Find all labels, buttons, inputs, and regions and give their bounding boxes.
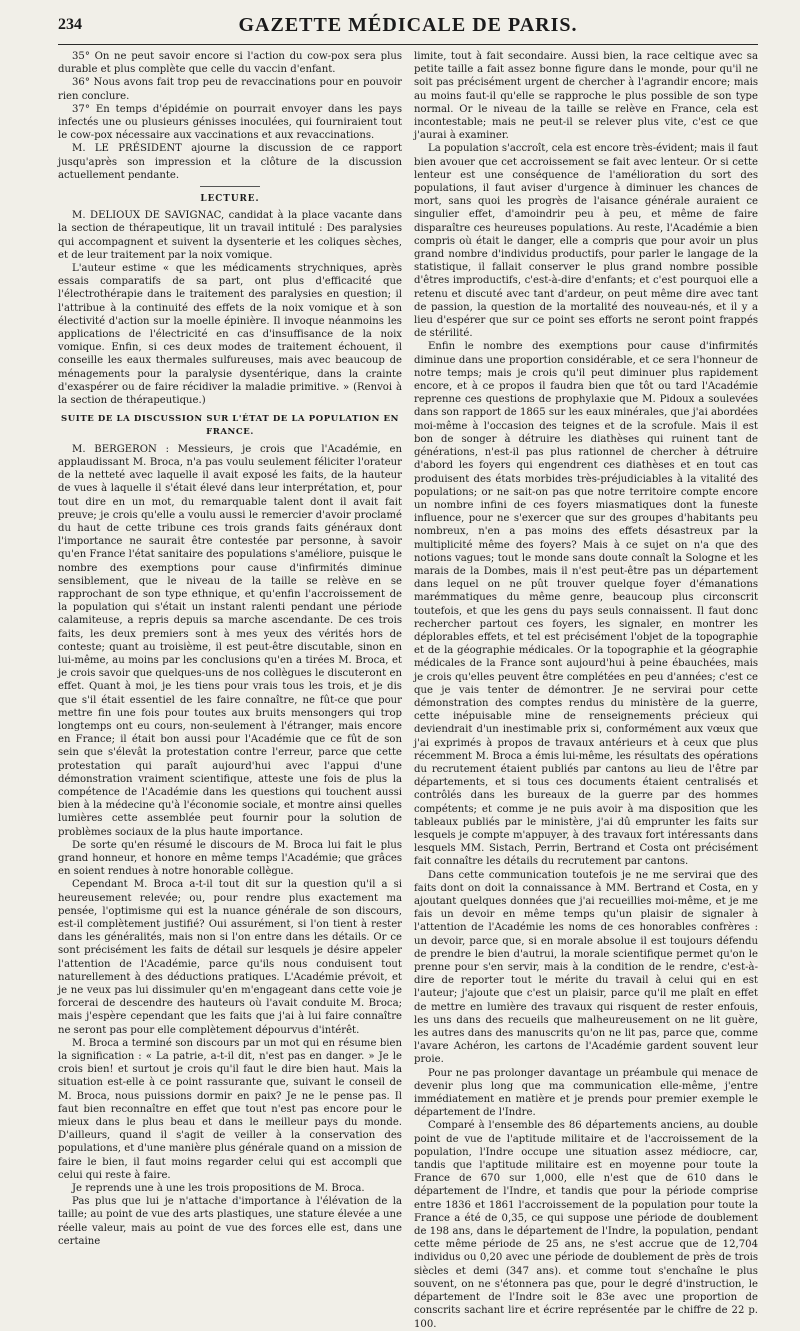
section-heading-discussion: SUITE DE LA DISCUSSION SUR L'ÉTAT DE LA POPULATION EN FRANCE. [61,414,399,438]
section-divider [200,186,260,187]
paragraph: Pour ne pas prolonger davantage un préambule qui menace de devenir plus long que ma communication elle-même, j'entre immédiatement en matière et je prends pour premier exemple le département de l'Indre. [414,1067,758,1119]
paragraph: 37° En temps d'épidémie on pourrait envoyer dans les pays infectés une ou plusieurs génisses inoculées, qui fourniraient tout le cow-pox nécessaire aux vaccinations et aux revaccinations. [58,103,402,142]
paragraph: M. LE PRÉSIDENT ajourne la discussion de ce rapport jusqu'après son impression et la clôture de la discussion actuellement pendante. [58,143,402,181]
paragraph: M. DELIOUX DE SAVIGNAC, candidat à la place vacante dans la section de thérapeutique, lit un travail intitulé : Des paralysies qui accompagnent et suivent la dysenterie et les coliques sèches, et de leur traitement par la noix vomique. [58,210,402,261]
paragraph: M. Broca a terminé son discours par un mot qui en résume bien la signification : « La patrie, a-t-il dit, n'est pas en danger. » Je le crois bien! et surtout je crois qu'il faut le dire bien haut. Mais la situation est-elle à ce point rassurante que, suivant le conseil de M. Broca, nous puissions dormir en paix? Je ne le pense pas. Il faut bien reconnaître en effet que tout n'est pas encore pour le mieux dans le plus beau et dans le meilleur pays du monde. D'ailleurs, quand il s'agit de veiller à la conservation des populations, et d'une manière plus générale quand on a mission de faire le bien, il faut moins regarder celui qui est accompli que celui qui reste à faire. [58,1037,402,1181]
paragraph: La population s'accroît, cela est encore très-évident; mais il faut bien avouer que cet accroissement se fait avec lenteur. Or si cette lenteur est une conséquence de l'amélioration du sort des populations, il faut aviser d'urgence à diminuer les chances de mort, sans quoi les progrès de l'aisance générale auraient ce singulier effet, d'amoindrir peu à peu, et même de faire disparaître ces heureuses populations. Au reste, l'Académie a bien compris où était le danger, elle a compris que pour avoir un plus grand nombre d'individus productifs, pour parler le langage de la statistique, il fallait conserver le plus grand nombre possible d'êtres improductifs, c'est-à-dire d'enfants; et c'est pourquoi elle a retenu et discuté avec tant d'ardeur, on peut même dire avec tant de passion, la question de la mortalité des nouveau-nés, et il y a lieu d'espérer que sur ce point ses efforts ne seront point frappés de stérilité. [414,143,758,340]
paragraph: limite, tout à fait secondaire. Aussi bien, la race celtique avec sa petite taille a fait assez bonne figure dans le monde, pour qu'il ne soit pas précisément urgent de chercher à l'agrandir encore; mais au moins faut-il qu'elle se rapproche le plus possible de son type normal. Or le niveau de la taille se relève en France, cela est incontestable; mais ne peut-il se relever plus vite, c'est ce que j'aurai à examiner. [414,51,758,142]
page-header [58,12,758,46]
article-body [58,50,758,1330]
paragraph: Dans cette communication toutefois je ne me servirai que des faits dont on doit la connaissance à MM. Bertrand et Costa, en y ajoutant quelques données que j'ai recueillies moi-même, et je me fais un devoir en même temps qu'un plaisir de signaler à l'attention de l'Académie les noms de ces honorables confrères : un devoir, parce que, si en morale absolue il est toujours défendu de prendre le bien d'autrui, la morale scientifique permet qu'on le prenne pour s'en servir, mais à la condition de le rendre, c'est-à-dire de reporter tout le mérite du travail à celui qui en est l'auteur; j'ajoute que c'est un plaisir, parce qu'il me plaît en effet de mettre en lumière des travaux qui risquent de rester enfouis, les uns dans des recueils que malheureusement on ne lit guère, les autres dans des manuscrits qu'on ne lit pas, parce que, comme l'avare Achéron, les cartons de l'Académie gardent souvent leur proie. [414,869,758,1066]
paragraph: Cependant M. Broca a-t-il tout dit sur la question qu'il a si heureusement relevée; ou, pour rendre plus exactement ma pensée, l'optimisme qui est la nuance générale de son discours, est-il complètement justifié? Oui assurément, si l'on tient à rester dans les généralités, mais non si l'on entre dans les détails. Or ce sont précisément les faits de détail sur lesquels je désire appeler l'attention de l'Académie, parce qu'ils nous conduisent tout naturellement à des déductions pratiques. L'Académie prévoit, et je ne veux pas lui dissimuler qu'en m'engageant dans cette voie je forcerai de descendre des hauteurs où l'avait conduite M. Broca; mais j'espère cependant que les faits que j'ai à lui faire connaître ne seront pas pour elle complètement dépourvus d'intérêt. [58,879,402,1036]
header-rule [58,44,758,45]
paragraph: 35° On ne peut savoir encore si l'action du cow-pox sera plus durable et plus complète que celle du vaccin d'enfant. [58,51,402,76]
paragraph: Comparé à l'ensemble des 86 départements anciens, au double point de vue de l'aptitude militaire et de l'accroissement de la population, l'Indre occupe une situation assez médiocre, car, tandis que l'aptitude militaire est en moyenne pour toute la France de 670 sur 1,000, elle n'est que de 610 dans le département de l'Indre, et tandis que pour la période comprise entre 1836 et 1861 l'accroissement de la population pour toute la France a été de 0,35, ce qui suppose une période de doublement de 198 ans, dans le département de l'Indre, la population, pendant cette même période de 25 ans, ne s'est accrue que de 12,704 individus ou 0,20 avec une période de doublement de près de trois siècles et demi (347 ans). et comme tout s'enchaîne le plus souvent, on ne s'étonnera pas que, pour le degré d'instruction, le département de l'Indre soit le 83e avec une proportion de conscrits sachant lire et écrire représentée par le chiffre de 22 p. 100. [414,1120,758,1330]
paragraph: Enfin le nombre des exemptions pour cause d'infirmités diminue dans une proportion considérable, et ce sera l'honneur de notre temps; mais je crois qu'il peut diminuer plus rapidement encore, et à ce propos il faudra bien que tôt ou tard l'Académie reprenne ces questions de prophylaxie que M. Pidoux a soulevées dans son rapport de 1865 sur les eaux minérales, que j'ai abordées moi-même à l'occasion des teignes et de la scrofule. Mais il est bon de songer à détruire les diathèses qui ruinent tant de générations, n'est-il pas plus rationnel de chercher à détruire d'abord les foyers qui engendrent ces diathèses et en tout cas produisent des états morbides très-préjudiciables à la vitalité des populations; or ne sait-on pas que notre territoire compte encore un nombre infini de ces foyers miasmatiques dont la funeste influence, pour ne s'exercer que sur des groupes d'habitants peu nombreux, n'en a pas moins des effets désastreux par la multiplicité même des foyers? Mais à ce sujet on n'a que des notions vagues; tout le monde sans doute connaît la Sologne et les marais de la Dombes, mais il n'est peut-être pas un département dans lequel on ne pût trouver quelque foyer d'émanations marémmatiques du même genre, beaucoup plus circonscrit toutefois, et que les gens du pays seuls connaissent. Il faut donc rechercher partout ces foyers, les signaler, en montrer les déplorables effets, et tel est précisément l'objet de la topographie et de la géographie médicales. Or la topographie et la géographie médicales de la France sont aujourd'hui à peine ébauchées, mais je crois qu'elles peuvent être complétées en peu d'années; c'est ce que je vais tenter de démontrer. Je ne servirai pour cette démonstration des comptes rendus du ministère de la guerre, cette inépuisable mine de renseignements précieux qui deviendrait d'un inestimable prix si, conformément aux vœux que j'ai exprimés à propos de travaux antérieurs et à ceux que plus récemment M. Broca a émis lui-même, les résultats des opérations du recrutement étaient publiés par cantons au lieu de l'être par départements, et si tous ces documents étaient centralisés et contrôlés dans les bureaux de la guerre par des hommes compétents; et comme je ne puis avoir à ma disposition que les tableaux publiés par le ministère, j'ai dû emprunter les faits sur lesquels je compte m'appuyer, à des travaux fort intéressants dans lesquels MM. Sistach, Perrin, Bertrand et Costa ont précisément fait connaître les détails du recrutement par cantons. [414,341,758,868]
paragraph: 36° Nous avons fait trop peu de revaccinations pour en pouvoir rien conclure. [58,77,402,102]
paragraph: L'auteur estime « que les médicaments strychniques, après essais comparatifs de sa part, ont plus d'efficacité que l'électrothérapie dans le traitement des paralysies en question; il l'attribue à la continuité des effets de la noix vomique et à son électivité d'action sur la moelle épinière. Il invoque néanmoins les applications de l'électricité en cas d'insuffisance de la noix vomique. Enfin, si ces deux modes de traitement échouent, il conseille les eaux thermales sulfureuses, mais avec beaucoup de ménagements pour la paralysie dysentérique, dans la crainte d'exaspérer ou de faire récidiver la maladie primitive. » (Renvoi à la section de thérapeutique.) [58,263,402,407]
right-column [414,50,758,1330]
paragraph: M. BERGERON : Messieurs, je crois que l'Académie, en applaudissant M. Broca, n'a pas voulu seulement féliciter l'orateur de la netteté avec laquelle il avait exposé les faits, de la hauteur de vues à laquelle il s'était élevé dans leur interprétation, et, pour tout dire en un mot, du remarquable talent dont il avait fait preuve; je crois qu'elle a voulu aussi le remercier d'avoir proclamé du haut de cette tribune ces trois grands faits généraux dont l'importance ne saurait être contestée par personne, à savoir qu'en France l'état sanitaire des populations s'améliore, puisque le nombre des exemptions pour cause d'infirmités diminue sensiblement, que le niveau de la taille se relève en se rapprochant de son type ethnique, et qu'enfin l'accroissement de la population qui s'était un instant ralenti pendant une période calamiteuse, a repris depuis sa marche ascendante. De ces trois faits, les deux premiers sont à mes yeux des vérités hors de conteste; quant au troisième, il est peut-être discutable, sinon en lui-même, au moins par les conclusions qu'en a tirées M. Broca, et je crois savoir que quelques-uns de nos collègues le discuteront en effet. Quant à moi, je les tiens pour vrais tous les trois, et je dis que s'il était essentiel de les faire connaître, ne fût-ce que pour mettre fin une fois pour toutes aux bruits mensongers qui trop longtemps ont eu cours, non-seulement à l'étranger, mais encore en France; il était bon aussi pour l'Académie que ce fût de son sein que s'élevât la protestation contre l'erreur, parce que cette protestation qui paraît aujourd'hui avec l'appui d'une démonstration vraiment scientifique, atteste une fois de plus la compétence de l'Académie dans les questions qui touchent aussi bien à la médecine qu'à l'économie sociale, et montre ainsi quelles lumières cette assemblée peut fournir pour la solution de problèmes sociaux de la plus haute importance. [58,443,402,838]
paragraph: De sorte qu'en résumé le discours de M. Broca lui fait le plus grand honneur, et honore en même temps l'Académie; que grâces en soient rendues à notre honorable collègue. [58,839,402,878]
left-column [58,50,402,1247]
paragraph: Pas plus que lui je n'attache d'importance à l'élévation de la taille; au point de vue des arts plastiques, une stature élevée a une réelle valeur, mais au point de vue des forces elle est, dans une certaine [58,1196,402,1247]
paragraph: Je reprends une à une les trois propositions de M. Broca. [72,1183,365,1195]
section-heading-lecture: LECTURE. [200,194,260,205]
journal-title: GAZETTE MÉDICALE DE PARIS. [238,14,578,36]
page-number: 234 [58,16,82,33]
